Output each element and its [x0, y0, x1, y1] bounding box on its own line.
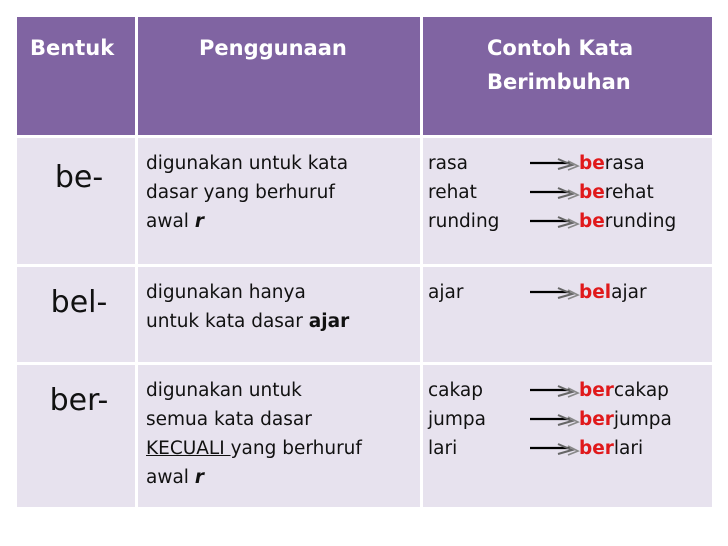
- result-rest: rehat: [604, 182, 654, 203]
- table-row-bel: [17, 267, 712, 362]
- example-item: [428, 434, 713, 464]
- table-row-ber: [17, 365, 712, 507]
- arrow-icon: [528, 186, 584, 200]
- usage-text: awal: [146, 467, 195, 488]
- usage-text: untuk kata dasar: [146, 311, 309, 332]
- arrow-icon: [528, 413, 584, 427]
- usage-text: yang berhuruf: [230, 438, 362, 459]
- example-item: [428, 207, 713, 237]
- header-bentuk: Bentuk: [30, 36, 115, 60]
- example-item: [428, 178, 713, 208]
- usage-line: digunakan hanya: [146, 282, 306, 303]
- result-prefix: ber: [579, 438, 614, 459]
- arrow-icon: [528, 286, 584, 300]
- example-item: [428, 149, 713, 179]
- result-rest: ajar: [611, 282, 647, 303]
- usage-line: dasar yang berhuruf: [146, 182, 335, 203]
- example-base: cakap: [428, 380, 483, 401]
- column-divider: [420, 17, 423, 507]
- example-result: [579, 207, 676, 236]
- header-contoh-line2: Berimbuhan: [487, 70, 631, 94]
- example-result: [579, 405, 672, 434]
- example-result: [579, 178, 654, 207]
- usage-line: [146, 307, 421, 336]
- example-base: runding: [428, 211, 500, 232]
- header-contoh-line1: Contoh Kata: [487, 36, 634, 60]
- result-prefix: be: [579, 211, 605, 232]
- result-prefix: be: [579, 182, 605, 203]
- arrow-icon: [528, 384, 584, 398]
- imbuhan-table: [17, 17, 712, 507]
- usage-text: awal: [146, 211, 195, 232]
- example-item: [428, 376, 713, 406]
- result-prefix: be: [579, 153, 605, 174]
- example-base: jumpa: [428, 409, 486, 430]
- result-rest: jumpa: [613, 409, 672, 430]
- example-result: [579, 278, 647, 307]
- example-base: rehat: [428, 182, 477, 203]
- usage-cell: [146, 149, 421, 236]
- header-penggunaan: Penggunaan: [199, 36, 347, 60]
- prefix-cell: be-: [54, 160, 104, 195]
- example-result: [579, 149, 645, 178]
- usage-bold: r: [194, 467, 204, 488]
- result-rest: runding: [604, 211, 677, 232]
- usage-cell: [146, 376, 421, 492]
- example-result: [579, 434, 643, 463]
- example-base: ajar: [428, 282, 464, 303]
- result-prefix: ber: [579, 409, 614, 430]
- usage-cell: [146, 278, 421, 336]
- example-item: [428, 278, 713, 308]
- usage-line: [146, 207, 421, 236]
- result-rest: rasa: [604, 153, 645, 174]
- usage-line: [146, 434, 421, 463]
- result-rest: lari: [613, 438, 644, 459]
- arrow-icon: [528, 215, 584, 229]
- prefix-cell: bel-: [50, 285, 108, 320]
- column-divider: [135, 17, 138, 507]
- usage-line: [146, 463, 421, 492]
- result-prefix: ber: [579, 380, 614, 401]
- table-header: [17, 17, 712, 135]
- result-rest: cakap: [613, 380, 669, 401]
- usage-line: digunakan untuk: [146, 380, 302, 401]
- usage-bold: r: [194, 211, 204, 232]
- prefix-cell: ber-: [49, 383, 109, 418]
- usage-line: semua kata dasar: [146, 409, 312, 430]
- usage-underline: KECUALI: [146, 438, 231, 459]
- example-result: [579, 376, 669, 405]
- usage-bold: ajar: [308, 311, 350, 332]
- table-row-be: [17, 138, 712, 264]
- header-contoh: [487, 31, 633, 99]
- usage-line: digunakan untuk kata: [146, 153, 349, 174]
- example-item: [428, 405, 713, 435]
- example-base: rasa: [428, 153, 468, 174]
- example-base: lari: [428, 438, 458, 459]
- result-prefix: bel: [579, 282, 612, 303]
- arrow-icon: [528, 157, 584, 171]
- arrow-icon: [528, 442, 584, 456]
